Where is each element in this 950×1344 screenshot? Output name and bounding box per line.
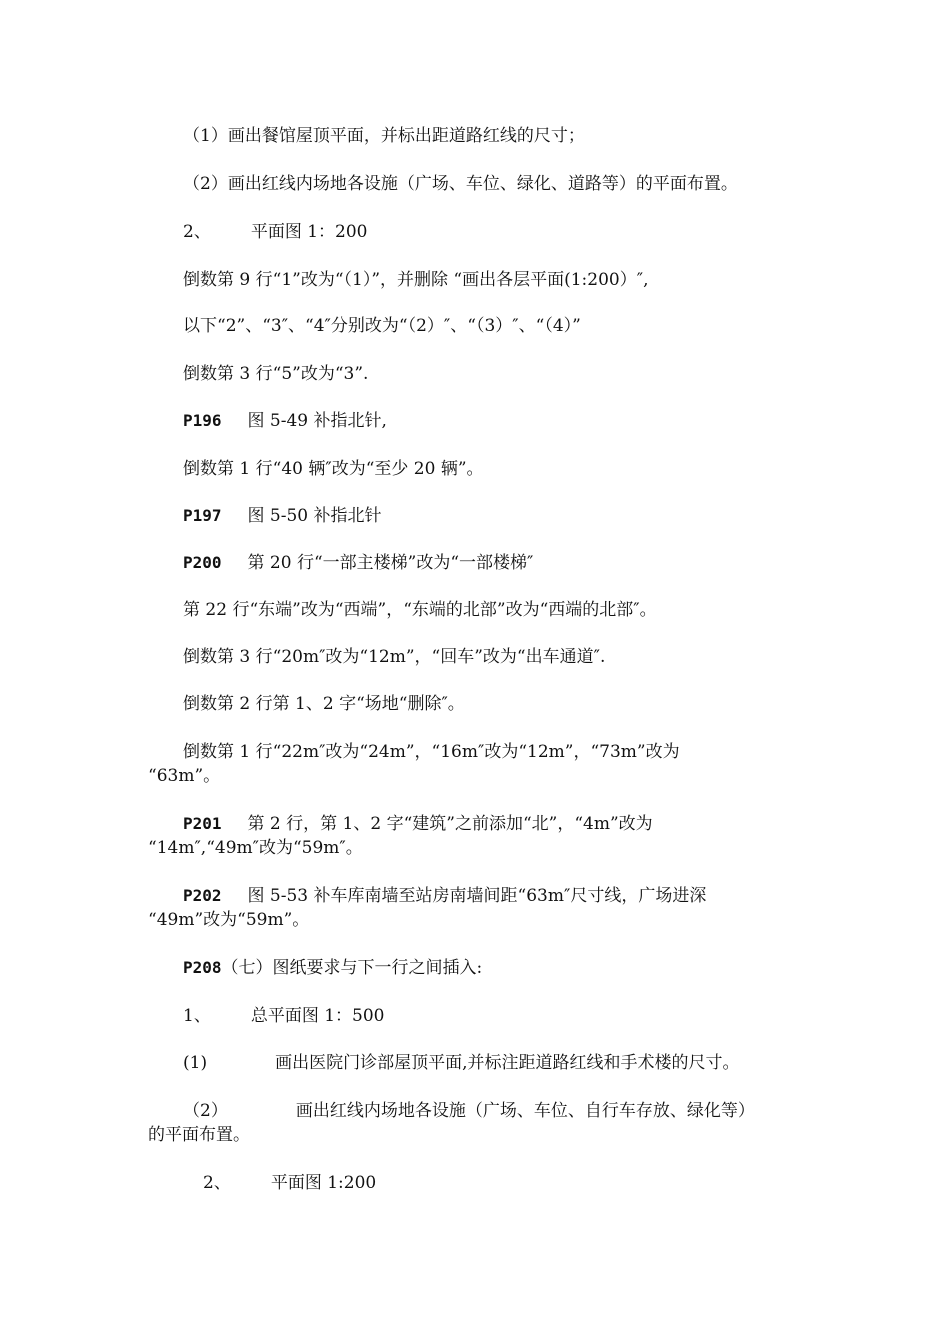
page-ref: P201 (183, 814, 222, 833)
page-ref: P197 (183, 506, 222, 525)
paragraph-text: 图 5-50 补指北针 (247, 506, 382, 526)
paragraph (183, 1051, 740, 1075)
paragraph: （1）画出餐馆屋顶平面，并标出距道路红线的尺寸； (183, 126, 585, 146)
list-number: (1) (183, 1053, 208, 1073)
paragraph: 倒数第 3 行“5”改为“3”. (183, 364, 369, 384)
paragraph (183, 409, 387, 433)
paragraph-text: 图 5-49 补指北针, (247, 411, 387, 431)
paragraph (183, 1099, 755, 1123)
paragraph: 倒数第 3 行“20m″改为“12m”，“回车”改为“出车通道″. (183, 647, 606, 667)
paragraph: 的平面布置。 (148, 1125, 250, 1145)
paragraph-text: 图 5-53 补车库南墙至站房南墙间距“63m″尺寸线，广场进深 (247, 886, 707, 906)
paragraph (183, 504, 382, 528)
paragraph-text: 第 20 行“一部主楼梯”改为“一部楼梯″ (247, 553, 534, 573)
list-number: 1、 (183, 1006, 211, 1026)
paragraph (183, 956, 482, 980)
paragraph (183, 1004, 385, 1028)
paragraph (183, 812, 653, 836)
paragraph: 第 22 行“东端”改为“西端”，“东端的北部”改为“西端的北部″。 (183, 600, 657, 620)
paragraph-text: 画出红线内场地各设施（广场、车位、自行车存放、绿化等） (295, 1101, 755, 1121)
paragraph: “49m”改为“59m”。 (148, 910, 310, 930)
page-ref: P200 (183, 553, 222, 572)
paragraph-text: （七）图纸要求与下一行之间插入: (221, 958, 483, 978)
paragraph-text: 画出医院门诊部屋顶平面,并标注距道路红线和手术楼的尺寸。 (275, 1053, 740, 1073)
paragraph: “63m”。 (148, 766, 221, 786)
list-number: （2） (183, 1101, 228, 1121)
paragraph: （2）画出红线内场地各设施（广场、车位、绿化、道路等）的平面布置。 (183, 174, 738, 194)
paragraph: “14m″,“49m″改为“59m″。 (148, 838, 363, 858)
paragraph: 倒数第 1 行“22m″改为“24m”，“16m″改为“12m”，“73m”改为 (183, 742, 680, 762)
list-number: 2、 (203, 1173, 231, 1193)
paragraph (183, 884, 706, 908)
page-ref: P196 (183, 411, 222, 430)
paragraph: 以下“2”、“3″、“4″分别改为“（2）″、“（3）″、“（4）” (183, 316, 581, 336)
paragraph: 倒数第 1 行“40 辆″改为“至少 20 辆”。 (183, 459, 484, 479)
paragraph: 倒数第 2 行第 1、2 字“场地“删除″。 (183, 694, 465, 714)
paragraph (183, 551, 533, 575)
paragraph (203, 1171, 376, 1195)
paragraph: 倒数第 9 行“1”改为“（1）”，并删除 “画出各层平面(1:200）″, (183, 270, 649, 290)
paragraph (183, 220, 368, 244)
paragraph-text: 平面图 1:200 (270, 1173, 377, 1193)
paragraph-text: 第 2 行，第 1、2 字“建筑”之前添加“北”，“4m”改为 (247, 814, 653, 834)
page-ref: P202 (183, 886, 222, 905)
list-number: 2、 (183, 222, 211, 242)
page-ref: P208 (183, 958, 222, 977)
paragraph-text: 总平面图 1：500 (250, 1006, 385, 1026)
paragraph-text: 平面图 1：200 (250, 222, 368, 242)
